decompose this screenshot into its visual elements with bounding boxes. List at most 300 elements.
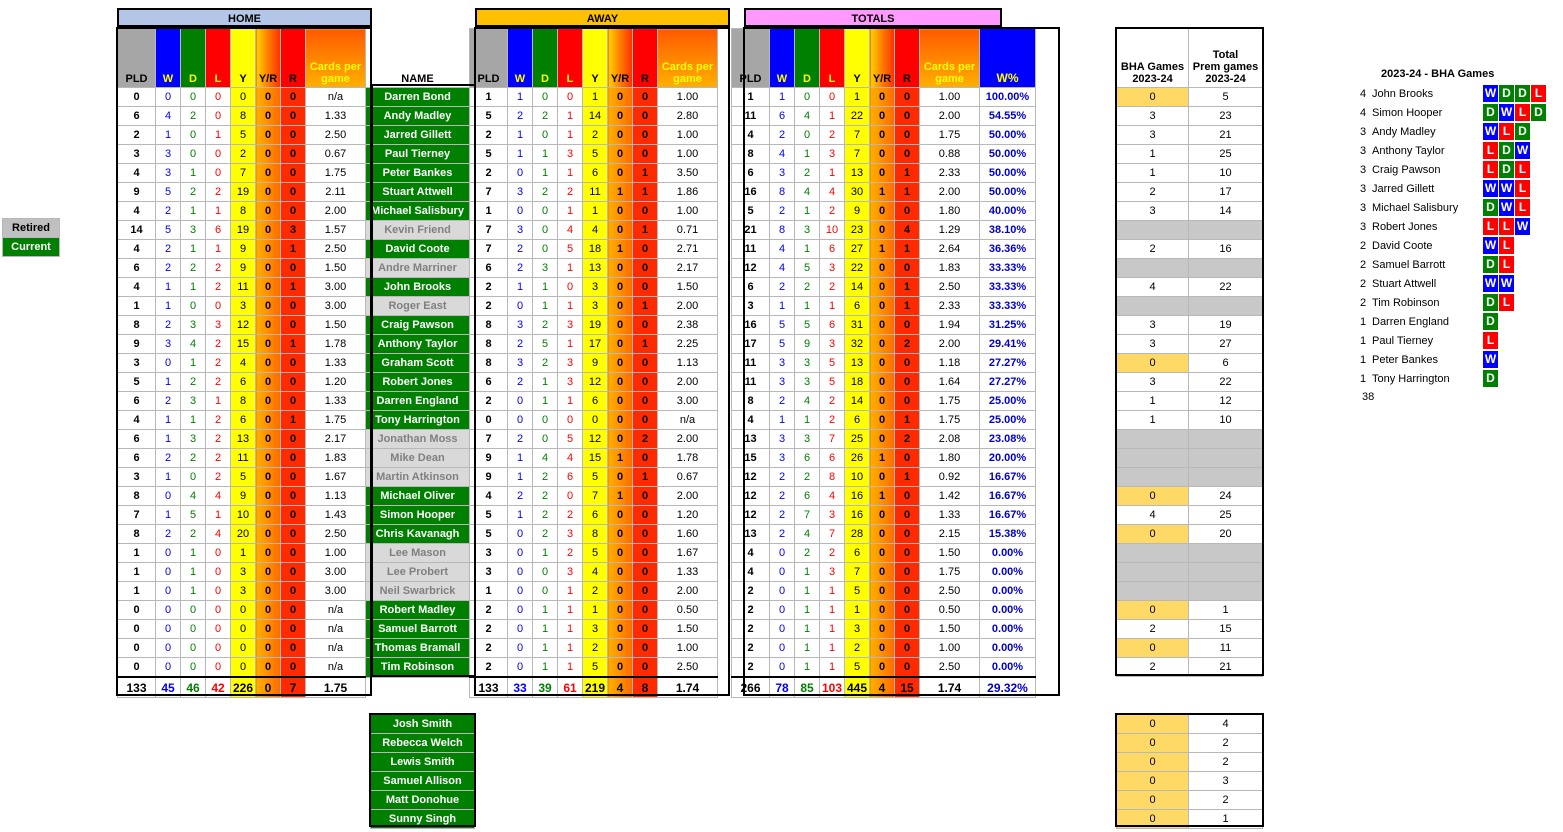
referee-name[interactable]: Graham Scott (366, 354, 470, 373)
away-y-cell: 6 (583, 392, 608, 411)
away-d-cell: 1 (533, 620, 558, 639)
totals-y-cell: 28 (845, 525, 870, 544)
away-d-cell: 2 (533, 525, 558, 544)
totals-y-cell: 10 (845, 468, 870, 487)
home-r-cell: 0 (281, 544, 306, 563)
referee-name[interactable]: Samuel Barrott (366, 620, 470, 639)
away-y-cell: 7 (583, 487, 608, 506)
home-pld-cell: 4 (118, 202, 156, 221)
referee-name[interactable]: David Coote (366, 240, 470, 259)
home-d-cell: 3 (181, 430, 206, 449)
home-w-cell: 0 (156, 563, 181, 582)
referee-name[interactable]: Kevin Friend (366, 221, 470, 240)
home-cards-cell: 1.83 (306, 449, 366, 468)
bha-referee-name: Craig Pawson (1372, 164, 1441, 176)
home-pld-cell: 4 (118, 240, 156, 259)
bha-count: 4 (1360, 107, 1367, 119)
totals-w-cell: 4 (770, 259, 795, 278)
home-d-cell: 2 (181, 373, 206, 392)
referee-name[interactable]: Sunny Singh (371, 810, 475, 829)
referee-name[interactable]: Samuel Allison (371, 772, 475, 791)
home-w-cell: 5 (156, 221, 181, 240)
away-w-cell: 2 (508, 107, 533, 126)
home-pld-cell: 6 (118, 259, 156, 278)
away-l-cell: 0 (558, 411, 583, 430)
bha-referee-name: David Coote (1372, 240, 1433, 252)
home-pld-cell: 0 (118, 88, 156, 107)
home-yr-cell: 0 (256, 487, 281, 506)
home-r-cell: 0 (281, 164, 306, 183)
prem-games-cell: 10 (1189, 164, 1263, 183)
away-d-cell: 1 (533, 164, 558, 183)
referee-name[interactable]: Jonathan Moss (366, 430, 470, 449)
home-l-cell: 2 (206, 278, 231, 297)
away-yr-cell: 0 (608, 202, 633, 221)
home-yr-header: Y/R (256, 29, 281, 88)
totals-cards-cell: 2.00 (920, 335, 980, 354)
result-chip: L (1483, 218, 1498, 235)
away-r-cell: 0 (633, 145, 658, 164)
bha-panel-row (1360, 275, 1515, 294)
home-pld-cell: 6 (118, 430, 156, 449)
totals-r-cell: 1 (895, 411, 920, 430)
away-yr-cell: 0 (608, 297, 633, 316)
win-percentage: 54.55% (980, 107, 1036, 126)
totals-r-cell: 0 (895, 392, 920, 411)
home-r-cell: 0 (281, 373, 306, 392)
away-d-cell: 0 (533, 240, 558, 259)
totals-cards-cell: 2.15 (920, 525, 980, 544)
referee-name[interactable]: Matt Donohue (371, 791, 475, 810)
away-cards-cell: 1.50 (658, 620, 718, 639)
home-pld-cell: 1 (118, 582, 156, 601)
bha-row (1117, 354, 1263, 373)
referee-name[interactable]: Michael Oliver (366, 487, 470, 506)
prem-games-cell: 5 (1189, 88, 1263, 107)
away-w-cell: 1 (508, 278, 533, 297)
referee-name[interactable]: Andre Marriner (366, 259, 470, 278)
home-r-cell: 0 (281, 126, 306, 145)
referee-name[interactable]: Stuart Attwell (366, 183, 470, 202)
bha-count: 3 (1360, 183, 1367, 195)
totals-r-cell: 0 (895, 506, 920, 525)
totals-l-cell: 3 (820, 335, 845, 354)
home-r-cell: 0 (281, 506, 306, 525)
totals-l-cell: 8 (820, 468, 845, 487)
referee-name[interactable]: Paul Tierney (366, 145, 470, 164)
prem-games-cell: 21 (1189, 658, 1263, 677)
bha-row (1117, 392, 1263, 411)
away-l-cell: 5 (558, 430, 583, 449)
totals-r-cell: 0 (895, 525, 920, 544)
referee-name[interactable]: Lewis Smith (371, 753, 475, 772)
home-w-header: W (156, 29, 181, 88)
bha-row (1117, 278, 1263, 297)
totals-y-cell: 14 (845, 392, 870, 411)
home-y-cell: 6 (231, 411, 256, 430)
totals-r-cell: 1 (895, 164, 920, 183)
away-yr-cell: 0 (608, 411, 633, 430)
away-d-cell: 1 (533, 297, 558, 316)
away-total-cards-cell: 1.74 (658, 677, 718, 698)
totals-w-cell: 3 (770, 164, 795, 183)
totals-yr-cell: 1 (870, 240, 895, 259)
totals-w-cell: 2 (770, 487, 795, 506)
home-cards-cell: 1.75 (306, 411, 366, 430)
referee-name[interactable]: Mike Dean (366, 449, 470, 468)
totals-pld-cell: 12 (732, 487, 770, 506)
bha-row (1117, 297, 1263, 316)
spacer (366, 677, 470, 698)
totals-total-yr-cell: 4 (870, 677, 895, 698)
referee-name[interactable]: Martin Atkinson (366, 468, 470, 487)
spacer (718, 164, 732, 183)
totals-l-header: L (820, 29, 845, 88)
away-yr-cell: 0 (608, 145, 633, 164)
totals-l-cell: 7 (820, 430, 845, 449)
referee-name[interactable]: Michael Salisbury (366, 202, 470, 221)
away-total-y-cell: 219 (583, 677, 608, 698)
win-percentage: 33.33% (980, 259, 1036, 278)
totals-total-l-cell: 103 (820, 677, 845, 698)
home-yr-cell: 0 (256, 620, 281, 639)
home-d-cell: 2 (181, 449, 206, 468)
away-r-cell: 1 (633, 221, 658, 240)
totals-y-header: Y (845, 29, 870, 88)
win-percentage: 38.10% (980, 221, 1036, 240)
win-percentage: 0.00% (980, 563, 1036, 582)
away-yr-cell: 0 (608, 316, 633, 335)
table-row (118, 658, 1036, 678)
home-r-cell: 0 (281, 601, 306, 620)
away-pld-cell: 2 (470, 164, 508, 183)
result-chip: L (1515, 180, 1530, 197)
totals-r-cell: 2 (895, 430, 920, 449)
totals-r-cell: 0 (895, 487, 920, 506)
totals-pld-cell: 4 (732, 544, 770, 563)
away-yr-header: Y/R (608, 29, 633, 88)
prem-games-cell: 2 (1189, 791, 1263, 810)
bha-games-cell: 3 (1117, 107, 1189, 126)
totals-cards-cell: 1.75 (920, 392, 980, 411)
spacer (718, 677, 732, 698)
totals-cards-cell: 2.64 (920, 240, 980, 259)
totals-yr-cell: 0 (870, 430, 895, 449)
home-w-cell: 1 (156, 297, 181, 316)
bha-games-cell: 1 (1117, 392, 1189, 411)
home-l-cell: 1 (206, 126, 231, 145)
away-l-cell: 1 (558, 620, 583, 639)
home-l-cell: 2 (206, 468, 231, 487)
referee-name[interactable]: Neil Swarbrick (366, 582, 470, 601)
home-d-cell: 2 (181, 525, 206, 544)
totals-cards-cell: 2.33 (920, 297, 980, 316)
extra-bha-row (1117, 715, 1263, 734)
totals-r-cell: 0 (895, 88, 920, 107)
totals-cards-header (920, 29, 980, 88)
away-r-cell: 0 (633, 487, 658, 506)
result-chip: D (1483, 313, 1498, 330)
totals-r-cell: 0 (895, 354, 920, 373)
home-y-cell: 9 (231, 487, 256, 506)
bha-row (1117, 259, 1263, 278)
table-row (118, 145, 1036, 164)
totals-y-cell: 5 (845, 582, 870, 601)
spacer (718, 126, 732, 145)
win-percentage: 31.25% (980, 316, 1036, 335)
bha-games-header: BHA Games 2023-24 (1117, 29, 1189, 88)
totals-r-cell: 1 (895, 297, 920, 316)
home-pld-cell: 1 (118, 563, 156, 582)
bha-row (1117, 240, 1263, 259)
extra-row (371, 734, 475, 753)
bha-referee-name: Paul Tierney (1372, 335, 1434, 347)
win-percentage: 16.67% (980, 468, 1036, 487)
home-w-cell: 0 (156, 601, 181, 620)
totals-d-cell: 1 (795, 411, 820, 430)
away-r-cell: 0 (633, 107, 658, 126)
home-y-cell: 19 (231, 221, 256, 240)
spacer (718, 240, 732, 259)
result-chip: W (1484, 238, 1497, 252)
away-cards-cell: 0.50 (658, 601, 718, 620)
away-pld-cell: 9 (470, 468, 508, 487)
home-w-cell: 5 (156, 183, 181, 202)
bha-count: 3 (1360, 202, 1367, 214)
totals-l-cell: 6 (820, 449, 845, 468)
totals-r-cell: 0 (895, 126, 920, 145)
result-chip: W (1500, 181, 1513, 195)
bha-panel-row (1360, 142, 1531, 161)
totals-l-cell: 3 (820, 506, 845, 525)
cards-label-2: game (321, 73, 350, 85)
away-pld-cell: 1 (470, 88, 508, 107)
referee-name[interactable]: Tim Robinson (366, 658, 470, 678)
home-yr-cell: 0 (256, 468, 281, 487)
away-yr-cell: 1 (608, 240, 633, 259)
home-yr-cell: 0 (256, 278, 281, 297)
home-l-cell: 2 (206, 335, 231, 354)
totals-y-cell: 16 (845, 506, 870, 525)
away-w-cell: 0 (508, 582, 533, 601)
totals-r-cell: 0 (895, 582, 920, 601)
home-cards-cell: 1.13 (306, 487, 366, 506)
referee-name[interactable]: Darren Bond (366, 88, 470, 107)
away-cards-cell: 1.50 (658, 278, 718, 297)
totals-w-cell: 3 (770, 354, 795, 373)
extra-bha-table (1116, 714, 1263, 829)
referee-name[interactable]: Robert Jones (366, 373, 470, 392)
result-chip: D (1499, 142, 1514, 159)
bha-count: 1 (1360, 373, 1367, 385)
totals-r-cell: 0 (895, 373, 920, 392)
result-chip: D (1483, 370, 1498, 387)
referee-name[interactable]: Josh Smith (371, 715, 475, 734)
totals-r-cell: 0 (895, 259, 920, 278)
bha-row (1117, 221, 1263, 240)
totals-y-cell: 7 (845, 145, 870, 164)
totals-r-cell: 0 (895, 544, 920, 563)
totals-cards-cell: 1.33 (920, 506, 980, 525)
home-y-cell: 5 (231, 126, 256, 145)
home-w-cell: 1 (156, 278, 181, 297)
away-w-cell: 0 (508, 658, 533, 678)
home-r-cell: 0 (281, 639, 306, 658)
away-d-cell: 0 (533, 221, 558, 240)
bha-row (1117, 449, 1263, 468)
spacer (718, 582, 732, 601)
away-l-cell: 1 (558, 107, 583, 126)
referee-name[interactable]: Robert Madley (366, 601, 470, 620)
bha-count: 3 (1360, 164, 1367, 176)
away-w-cell: 0 (508, 164, 533, 183)
referee-name[interactable]: Rebecca Welch (371, 734, 475, 753)
home-yr-cell: 0 (256, 373, 281, 392)
home-r-cell: 3 (281, 221, 306, 240)
away-pld-cell: 8 (470, 354, 508, 373)
home-section-header: HOME (117, 8, 372, 27)
bha-games-cell (1117, 449, 1189, 468)
away-r-cell: 0 (633, 620, 658, 639)
bha-games-cell (1117, 544, 1189, 563)
referee-name[interactable]: Jarred Gillett (366, 126, 470, 145)
table-row (118, 278, 1036, 297)
table-row (118, 449, 1036, 468)
spacer (718, 468, 732, 487)
referee-name[interactable]: Lee Mason (366, 544, 470, 563)
home-cards-cell: 1.43 (306, 506, 366, 525)
home-l-cell: 2 (206, 411, 231, 430)
away-yr-cell: 0 (608, 335, 633, 354)
spacer (718, 506, 732, 525)
spacer (718, 658, 732, 678)
referee-name[interactable]: Lee Probert (366, 563, 470, 582)
home-y-cell: 5 (231, 468, 256, 487)
result-chip: W (1484, 276, 1497, 290)
away-cards-cell: 1.00 (658, 126, 718, 145)
win-percentage: 50.00% (980, 126, 1036, 145)
home-cards-cell: 1.57 (306, 221, 366, 240)
away-l-cell: 1 (558, 164, 583, 183)
home-yr-cell: 0 (256, 221, 281, 240)
away-pld-cell: 5 (470, 506, 508, 525)
totals-yr-cell: 0 (870, 468, 895, 487)
away-r-header: R (633, 29, 658, 88)
referee-name[interactable]: Tony Harrington (366, 411, 470, 430)
totals-l-cell: 5 (820, 354, 845, 373)
referee-name[interactable]: Peter Bankes (366, 164, 470, 183)
home-cards-cell: 2.11 (306, 183, 366, 202)
totals-yr-cell: 0 (870, 259, 895, 278)
away-pld-cell: 7 (470, 183, 508, 202)
home-r-cell: 0 (281, 145, 306, 164)
away-cards-cell: 1.86 (658, 183, 718, 202)
totals-y-cell: 14 (845, 278, 870, 297)
home-l-cell: 2 (206, 449, 231, 468)
totals-w-cell: 0 (770, 563, 795, 582)
home-l-cell: 3 (206, 316, 231, 335)
referee-name[interactable]: Darren England (366, 392, 470, 411)
away-l-cell: 3 (558, 563, 583, 582)
extra-row (371, 772, 475, 791)
referee-name[interactable]: Chris Kavanagh (366, 525, 470, 544)
away-w-cell: 3 (508, 316, 533, 335)
referee-name[interactable]: Anthony Taylor (366, 335, 470, 354)
away-r-cell: 0 (633, 658, 658, 678)
bha-panel-row (1360, 313, 1499, 332)
bha-games-cell: 0 (1117, 753, 1189, 772)
away-pld-cell: 8 (470, 335, 508, 354)
totals-d-cell: 2 (795, 278, 820, 297)
home-cards-cell: 2.50 (306, 240, 366, 259)
table-row (118, 259, 1036, 278)
home-y-cell: 13 (231, 430, 256, 449)
away-w-cell: 2 (508, 373, 533, 392)
away-pld-cell: 8 (470, 316, 508, 335)
totals-d-cell: 1 (795, 658, 820, 678)
totals-r-cell: 0 (895, 202, 920, 221)
totals-yr-cell: 0 (870, 639, 895, 658)
home-pld-cell: 8 (118, 316, 156, 335)
home-cards-cell: 3.00 (306, 297, 366, 316)
referee-name[interactable]: Roger East (366, 297, 470, 316)
win-percentage: 0.00% (980, 620, 1036, 639)
home-cards-cell: 3.00 (306, 563, 366, 582)
bha-games-cell (1117, 563, 1189, 582)
home-l-cell: 1 (206, 392, 231, 411)
referee-name[interactable]: Andy Madley (366, 107, 470, 126)
totals-w-cell: 3 (770, 373, 795, 392)
home-r-cell: 1 (281, 335, 306, 354)
referee-name[interactable]: Craig Pawson (366, 316, 470, 335)
totals-w-cell: 2 (770, 468, 795, 487)
spacer (718, 354, 732, 373)
away-yr-cell: 0 (608, 392, 633, 411)
home-yr-cell: 0 (256, 354, 281, 373)
referee-name[interactable]: John Brooks (366, 278, 470, 297)
totals-l-cell: 1 (820, 620, 845, 639)
result-chip: D (1499, 161, 1514, 178)
away-d-cell: 2 (533, 107, 558, 126)
totals-y-cell: 5 (845, 658, 870, 678)
home-w-cell: 2 (156, 392, 181, 411)
win-percentage: 50.00% (980, 145, 1036, 164)
away-r-cell: 0 (633, 259, 658, 278)
home-total-y-cell: 226 (231, 677, 256, 698)
home-pld-cell: 6 (118, 392, 156, 411)
away-y-cell: 11 (583, 183, 608, 202)
away-l-cell: 2 (558, 183, 583, 202)
totals-w-cell: 2 (770, 392, 795, 411)
referee-name[interactable]: Simon Hooper (366, 506, 470, 525)
totals-cards-cell: 2.00 (920, 107, 980, 126)
prem-games-cell: 25 (1189, 506, 1263, 525)
spacer (718, 202, 732, 221)
away-pld-cell: 4 (470, 487, 508, 506)
home-r-cell: 0 (281, 449, 306, 468)
home-d-cell: 0 (181, 297, 206, 316)
totals-pld-cell: 11 (732, 373, 770, 392)
away-l-cell: 1 (558, 639, 583, 658)
away-l-cell: 4 (558, 449, 583, 468)
bha-referee-name: Simon Hooper (1372, 107, 1443, 119)
away-r-cell: 0 (633, 449, 658, 468)
away-w-cell: 2 (508, 240, 533, 259)
home-cards-cell: n/a (306, 639, 366, 658)
result-chip: L (1531, 85, 1546, 102)
totals-w-cell: 1 (770, 88, 795, 107)
referee-name[interactable]: Thomas Bramall (366, 639, 470, 658)
